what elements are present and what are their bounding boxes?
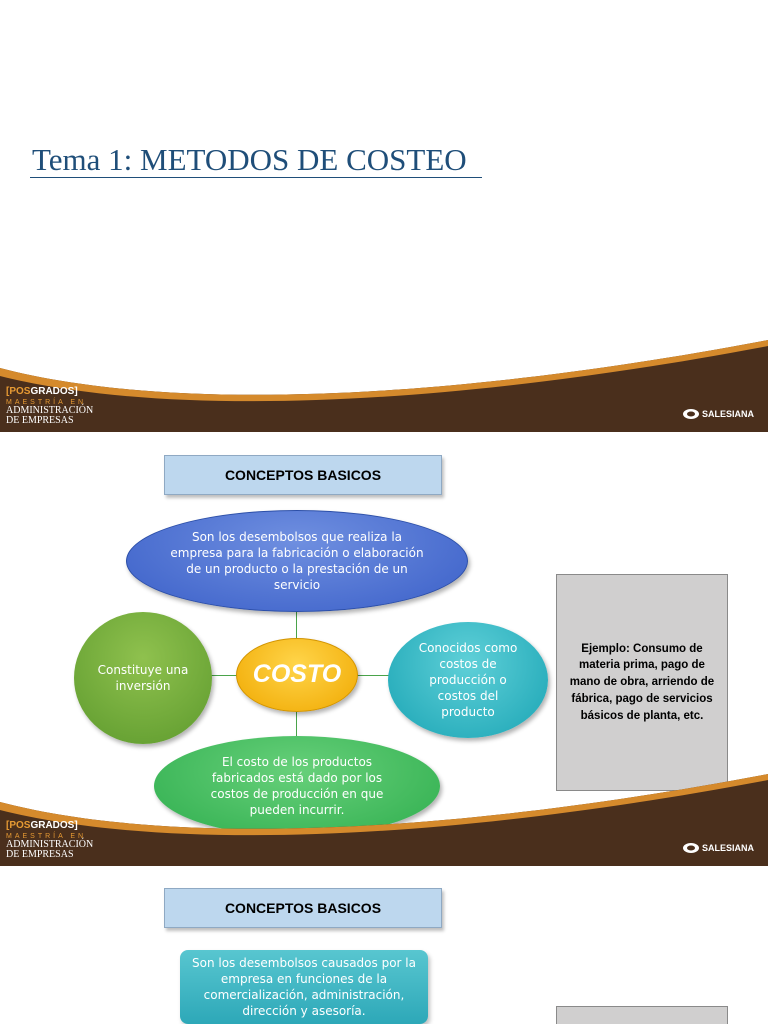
slide-conceptos-gasto <box>0 866 768 1024</box>
university-logo: SALESIANA <box>682 842 754 854</box>
connector-top <box>296 610 297 640</box>
university-emblem-icon <box>682 842 700 854</box>
slide-footer <box>0 774 768 866</box>
manufactured-cost-bubble: El costo de los productos fabricados está dado por los costos de producción en que pueden incurrir. <box>154 736 440 836</box>
posgrados-logo: [POSGRADOS] MAESTRÍA EN ADMINISTRACIÓN DE EMPRESAS <box>6 386 94 426</box>
connector-right <box>356 675 390 676</box>
connector-left <box>210 675 238 676</box>
university-emblem-icon <box>682 408 700 420</box>
title-underline <box>30 177 482 178</box>
slide-conceptos-costo <box>0 432 768 866</box>
slide-footer <box>0 340 768 432</box>
university-logo: SALESIANA <box>682 408 754 420</box>
expenses-definition-box: Son los desembolsos causados por la empresa en funciones de la comercialización, administración, dirección y asesoría. <box>180 950 428 1024</box>
section-header: CONCEPTOS BASICOS <box>164 888 442 928</box>
footer-wave <box>0 774 768 866</box>
production-costs-bubble: Conocidos como costos de producción o costos del producto <box>388 622 548 738</box>
posgrados-logo: [POSGRADOS] MAESTRÍA EN ADMINISTRACIÓN DE EMPRESAS <box>6 820 94 860</box>
connector-bottom <box>296 712 297 738</box>
slide-title-page <box>0 0 768 432</box>
section-header: CONCEPTOS BASICOS <box>164 455 442 495</box>
costo-center-bubble: COSTO <box>236 638 358 712</box>
example-box-partial <box>556 1006 728 1024</box>
investment-bubble: Constituye una inversión <box>74 612 212 744</box>
footer-wave <box>0 340 768 432</box>
slide-title: Tema 1: METODOS DE COSTEO <box>32 142 467 177</box>
definition-bubble: Son los desembolsos que realiza la empresa para la fabricación o elaboración de un producto o la prestación de un servicio <box>126 510 468 612</box>
example-box: Ejemplo: Consumo de materia prima, pago de mano de obra, arriendo de fábrica, pago de servicios básicos de planta, etc. <box>556 574 728 791</box>
